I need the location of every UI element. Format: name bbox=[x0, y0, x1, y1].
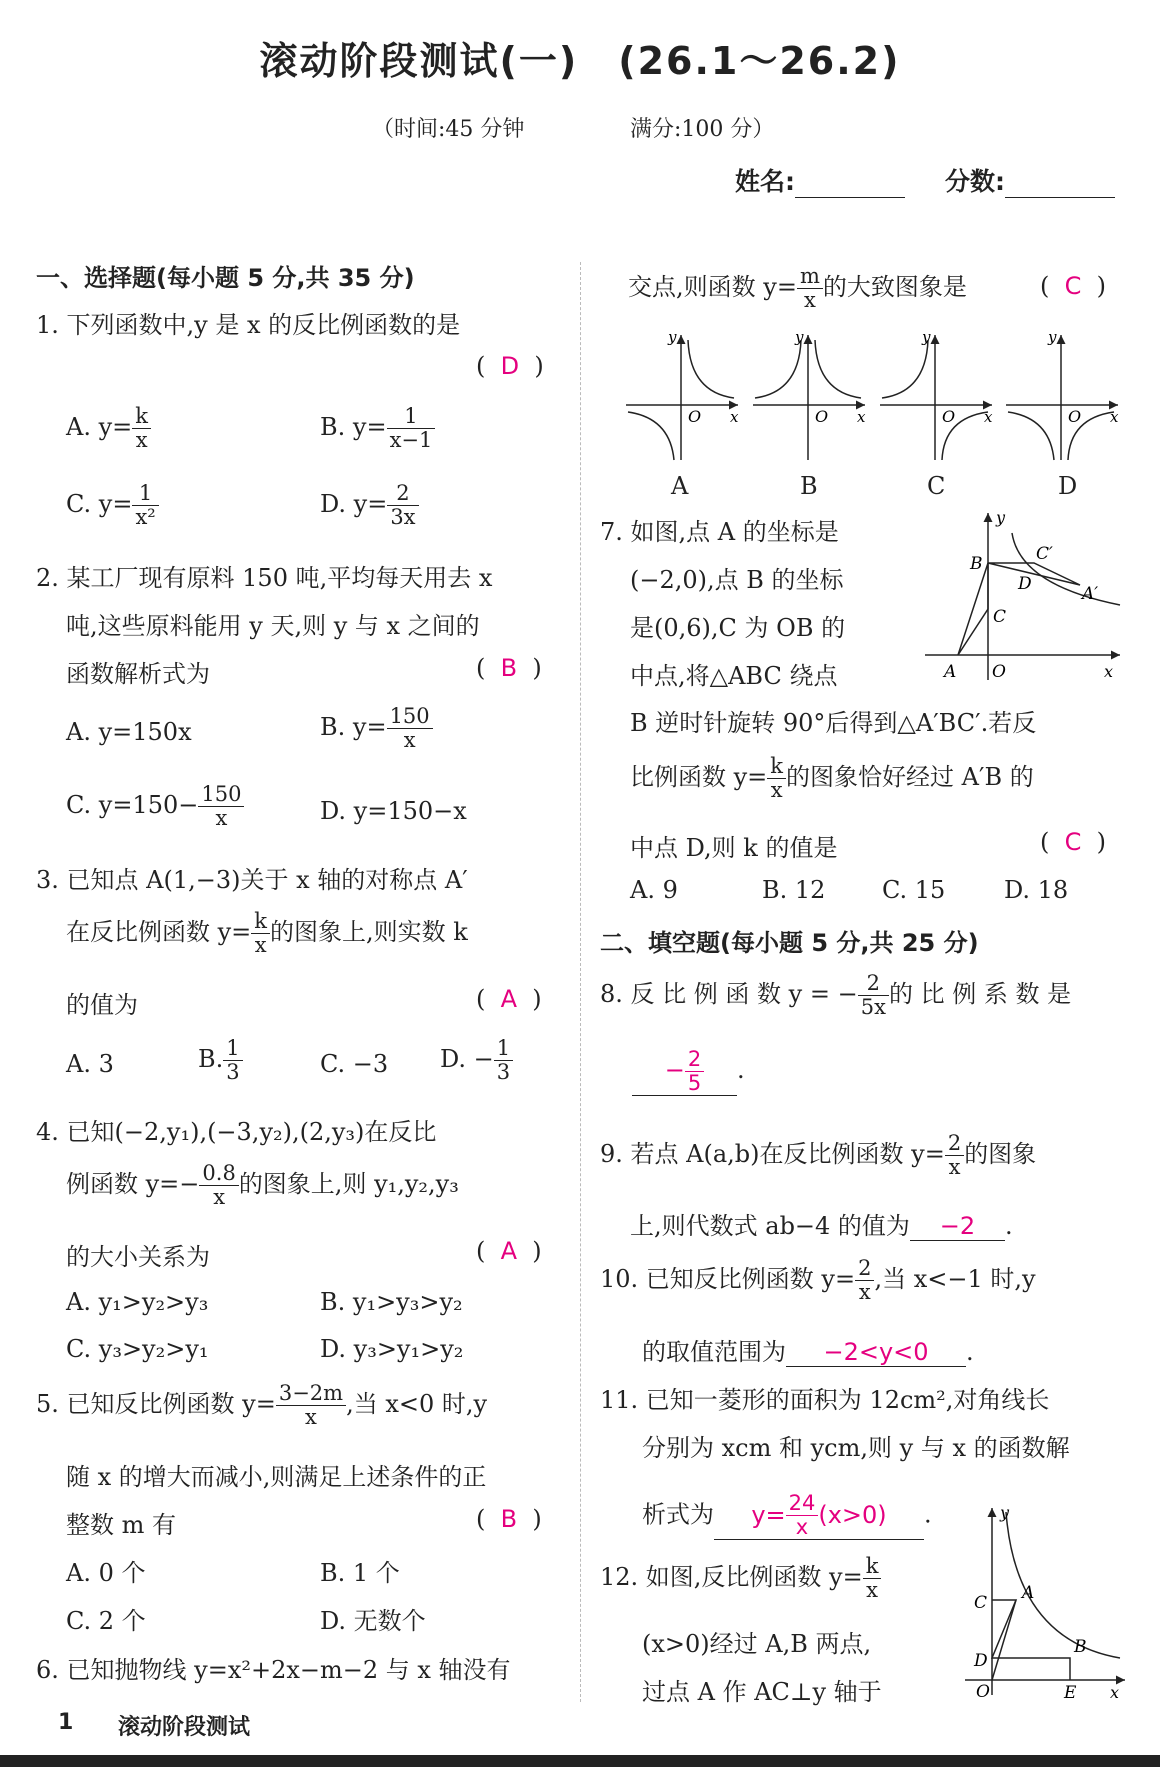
q8-line1: 8. 反 比 例 函 数 y = − $\frac{2}{5x}$ 的 比 例 系 数 是 bbox=[600, 971, 1072, 1020]
q3-line3: 的值为 bbox=[66, 991, 138, 1019]
svg-text:y: y bbox=[922, 330, 931, 346]
q11-line3: 析式为 y= $\frac{24}{x}$ (x>0) . bbox=[642, 1491, 932, 1540]
graph-d bbox=[1006, 330, 1119, 460]
name-label: 姓名: bbox=[735, 167, 795, 196]
q8-answer: $\frac{2}{5}$ bbox=[685, 1048, 704, 1095]
score-info: 满分:100 分） bbox=[630, 117, 775, 142]
q8-answer-sign: − bbox=[664, 1056, 685, 1085]
q1-option-d: D. y= $\frac{2}{3x}$ bbox=[320, 482, 419, 529]
q3-option-c: C. −3 bbox=[320, 1050, 389, 1078]
q10-answer: −2<y<0 bbox=[823, 1338, 929, 1366]
svg-text:C′: C′ bbox=[1036, 544, 1053, 564]
q2-line2: 吨,这些原料能用 y 天,则 y 与 x 之间的 bbox=[66, 612, 480, 640]
q7-line6: 比例函数 y= $\frac{k}{x}$ 的图象恰好经过 A′B 的 bbox=[630, 754, 1034, 803]
q1-text: 1. 下列函数中,y 是 x 的反比例函数的是 bbox=[36, 311, 461, 339]
svg-text:O: O bbox=[815, 407, 829, 426]
svg-text:D: D bbox=[1018, 574, 1032, 594]
svg-text:y: y bbox=[996, 508, 1006, 527]
q3-option-b: B. $\frac{1}{3}$ bbox=[198, 1037, 243, 1084]
q5-answer: B bbox=[500, 1505, 518, 1533]
time-info: （时间:45 分钟 bbox=[372, 117, 525, 142]
q2-line3: 函数解析式为 bbox=[66, 660, 210, 688]
q1-option-a: A. y= $\frac{k}{x}$ bbox=[66, 405, 151, 452]
q10-line1: 10. 已知反比例函数 y= $\frac{2}{x}$ ,当 x<−1 时,y bbox=[600, 1256, 1036, 1305]
page-number: 1 bbox=[58, 1710, 74, 1735]
q5-option-a: A. 0 个 bbox=[66, 1559, 146, 1587]
q6-answer-box: ( C ) bbox=[1040, 272, 1107, 300]
q9-answer: −2 bbox=[939, 1212, 976, 1240]
q6-answer: C bbox=[1064, 272, 1082, 300]
q7-line7: 中点 D,则 k 的值是 bbox=[630, 834, 838, 862]
page-title: 滚动阶段测试(一) (26.1～26.2) bbox=[259, 39, 901, 83]
q7-option-b: B. 12 bbox=[762, 876, 826, 904]
q7-option-d: D. 18 bbox=[1004, 876, 1069, 904]
svg-text:x: x bbox=[730, 408, 739, 426]
svg-text:B: B bbox=[970, 554, 983, 574]
svg-text:E: E bbox=[1064, 1683, 1077, 1700]
svg-text:B: B bbox=[1074, 1637, 1087, 1657]
q4-option-b: B. y₁>y₃>y₂ bbox=[320, 1288, 463, 1316]
q7-option-a: A. 9 bbox=[630, 876, 678, 904]
graph-a bbox=[626, 330, 739, 460]
q4-option-d: D. y₃>y₁>y₂ bbox=[320, 1335, 464, 1363]
q2-line1: 2. 某工厂现有原料 150 吨,平均每天用去 x bbox=[36, 564, 493, 592]
q4-line1: 4. 已知(−2,y₁),(−3,y₂),(2,y₃)在反比 bbox=[36, 1118, 437, 1146]
q7-figure bbox=[920, 505, 1125, 685]
q1-answer: D bbox=[500, 352, 520, 380]
svg-text:y: y bbox=[795, 330, 804, 346]
q1-option-b: B. y= $\frac{1}{x-1}$ bbox=[320, 405, 435, 452]
q4-option-c: C. y₃>y₂>y₁ bbox=[66, 1335, 209, 1363]
svg-text:O: O bbox=[942, 407, 956, 426]
q2-answer-box: ( B ) bbox=[476, 654, 542, 682]
q4-option-a: A. y₁>y₂>y₃ bbox=[66, 1288, 209, 1316]
section-choice: 一、选择题(每小题 5 分,共 35 分) bbox=[36, 264, 415, 292]
q5-option-d: D. 无数个 bbox=[320, 1607, 426, 1635]
q3-option-a: A. 3 bbox=[66, 1050, 114, 1078]
svg-text:A′: A′ bbox=[1082, 584, 1099, 604]
q7-line1: 7. 如图,点 A 的坐标是 bbox=[600, 518, 839, 546]
svg-text:A: A bbox=[944, 662, 957, 682]
svg-text:O: O bbox=[1068, 407, 1082, 426]
q5-option-c: C. 2 个 bbox=[66, 1607, 146, 1635]
q6-label-a: A bbox=[671, 472, 689, 500]
svg-text:C: C bbox=[993, 607, 1007, 627]
q11-line1: 11. 已知一菱形的面积为 12cm²,对角线长 bbox=[600, 1386, 1050, 1414]
q7-line5: B 逆时针旋转 90°后得到△A′BC′.若反 bbox=[630, 709, 1037, 737]
section-fill: 二、填空题(每小题 5 分,共 25 分) bbox=[600, 929, 979, 957]
q5-line3: 整数 m 有 bbox=[66, 1511, 177, 1539]
q3-line2: 在反比例函数 y= $\frac{k}{x}$ 的图象上,则实数 k bbox=[66, 909, 468, 958]
q2-answer: B bbox=[500, 654, 518, 682]
q6-label-b: B bbox=[800, 472, 818, 500]
q9-line1: 9. 若点 A(a,b)在反比例函数 y= $\frac{2}{x}$ 的图象 bbox=[600, 1131, 1037, 1180]
column-divider bbox=[580, 262, 581, 1702]
q4-answer: A bbox=[500, 1237, 518, 1265]
q12-line2: (x>0)经过 A,B 两点, bbox=[642, 1630, 872, 1658]
q7-answer-box: ( C ) bbox=[1040, 828, 1107, 856]
q2-option-c: C. y=150− $\frac{150}{x}$ bbox=[66, 783, 244, 830]
graph-b bbox=[753, 330, 866, 460]
q4-answer-box: ( A ) bbox=[476, 1237, 542, 1265]
q7-option-c: C. 15 bbox=[882, 876, 946, 904]
q3-answer-box: ( A ) bbox=[476, 985, 542, 1013]
footer-title: 滚动阶段测试 bbox=[118, 1715, 251, 1740]
q3-line1: 3. 已知点 A(1,−3)关于 x 轴的对称点 A′ bbox=[36, 866, 468, 894]
q7-line3: 是(0,6),C 为 OB 的 bbox=[630, 614, 846, 642]
graph-c bbox=[880, 330, 993, 460]
svg-text:y: y bbox=[668, 330, 677, 346]
q3-answer: A bbox=[500, 985, 518, 1013]
q7-line2: (−2,0),点 B 的坐标 bbox=[630, 566, 844, 594]
svg-text:x: x bbox=[1104, 662, 1114, 681]
q4-line3: 的大小关系为 bbox=[66, 1243, 210, 1271]
q2-option-a: A. y=150x bbox=[66, 718, 192, 746]
q10-line2: 的取值范围为 −2<y<0 . bbox=[642, 1338, 974, 1366]
q5-line2: 随 x 的增大而减小,则满足上述条件的正 bbox=[66, 1463, 487, 1491]
q2-option-d: D. y=150−x bbox=[320, 797, 467, 825]
q9-line2: 上,则代数式 ab−4 的值为 −2 . bbox=[630, 1212, 1013, 1240]
q3-option-d: D. − $\frac{1}{3}$ bbox=[440, 1037, 513, 1084]
svg-text:y: y bbox=[1000, 1503, 1010, 1522]
svg-text:O: O bbox=[992, 662, 1006, 682]
q4-line2: 例函数 y=− $\frac{0.8}{x}$ 的图象上,则 y₁,y₂,y₃ bbox=[66, 1161, 459, 1210]
q1-answer-box: ( D ) bbox=[476, 352, 544, 380]
svg-text:O: O bbox=[688, 407, 702, 426]
svg-text:O: O bbox=[976, 1682, 990, 1700]
score-label: 分数: bbox=[945, 167, 1005, 196]
q6-label-d: D bbox=[1058, 472, 1078, 500]
q11-answer: y= $\frac{24}{x}$ (x>0) bbox=[751, 1491, 887, 1540]
svg-text:D: D bbox=[974, 1651, 988, 1671]
svg-text:x: x bbox=[984, 408, 993, 426]
q7-line4: 中点,将△ABC 绕点 bbox=[630, 662, 838, 690]
q6-line1: 6. 已知抛物线 y=x²+2x−m−2 与 x 轴没有 bbox=[36, 1656, 511, 1684]
q12-figure bbox=[960, 1500, 1130, 1700]
q5-option-b: B. 1 个 bbox=[320, 1559, 400, 1587]
q8-answer-line: − $\frac{2}{5}$ . bbox=[632, 1048, 745, 1096]
q6-line2: 交点,则函数 y= $\frac{m}{x}$ 的大致图象是 bbox=[628, 264, 967, 313]
q6-label-c: C bbox=[927, 472, 946, 500]
q7-answer: C bbox=[1064, 828, 1082, 856]
name-field bbox=[735, 162, 905, 198]
q5-line1: 5. 已知反比例函数 y= $\frac{3-2m}{x}$ ,当 x<0 时,y bbox=[36, 1381, 488, 1430]
svg-text:x: x bbox=[1110, 408, 1119, 426]
score-field bbox=[945, 162, 1115, 198]
svg-text:C: C bbox=[974, 1593, 988, 1613]
svg-text:x: x bbox=[1110, 1683, 1120, 1700]
svg-text:A: A bbox=[1022, 1583, 1035, 1603]
q12-line3: 过点 A 作 AC⊥y 轴于 bbox=[642, 1678, 882, 1706]
q11-line2: 分别为 xcm 和 ycm,则 y 与 x 的函数解 bbox=[642, 1434, 1070, 1462]
score-blank bbox=[1005, 171, 1115, 198]
q2-option-b: B. y= $\frac{150}{x}$ bbox=[320, 705, 433, 752]
bottom-bar bbox=[0, 1755, 1160, 1767]
q1-option-c: C. y= $\frac{1}{\text{x²}}$ bbox=[66, 482, 159, 529]
q12-line1: 12. 如图,反比例函数 y= $\frac{k}{x}$ bbox=[600, 1555, 881, 1602]
svg-text:y: y bbox=[1048, 330, 1057, 346]
q5-answer-box: ( B ) bbox=[476, 1505, 542, 1533]
svg-text:x: x bbox=[857, 408, 866, 426]
name-blank bbox=[795, 171, 905, 198]
